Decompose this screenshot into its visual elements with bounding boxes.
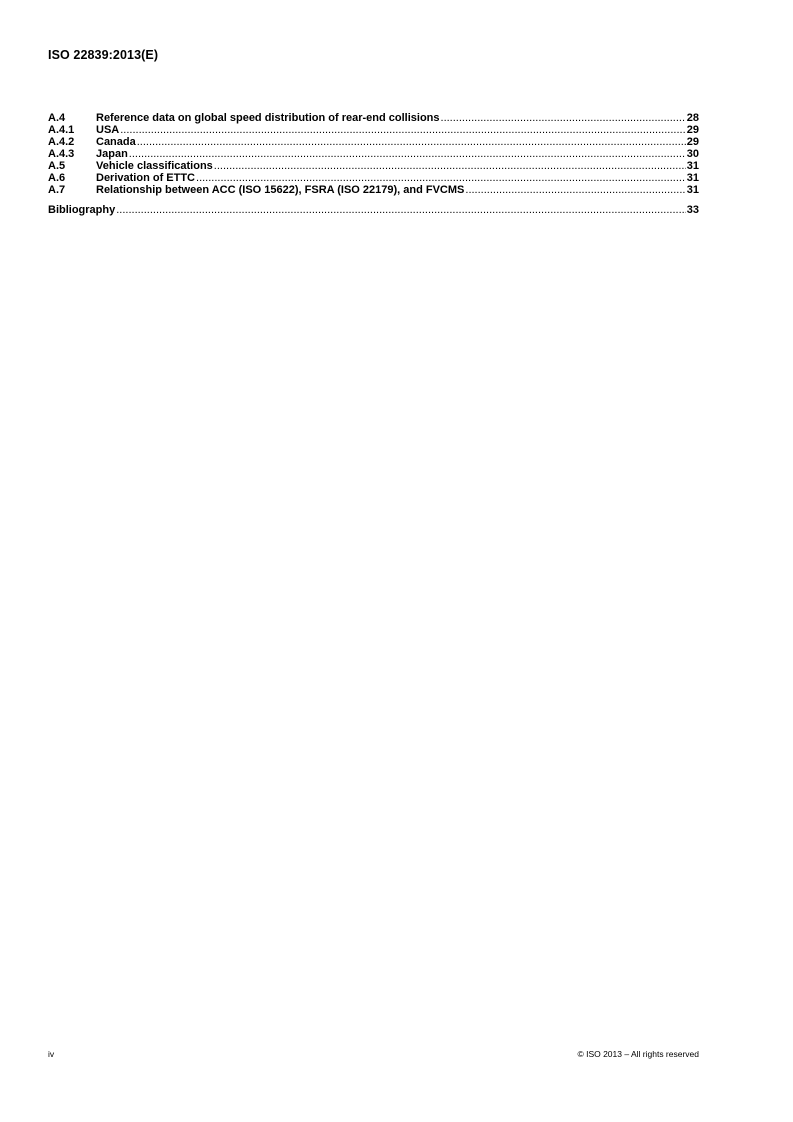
toc-entry-title: Japan [96,148,128,160]
toc-entry-page: 28 [686,112,699,124]
toc-leader-dots [137,136,686,148]
toc-entry-title: Bibliography [48,204,116,216]
toc-entry-title: USA [96,124,120,136]
toc-entry-title: Derivation of ETTC [96,172,196,184]
toc-entry-page: 31 [686,172,699,184]
toc-entry-bibliography[interactable] [48,204,699,216]
toc-leader-dots [196,172,686,184]
toc-entry-page: 31 [686,160,699,172]
toc-leader-dots [214,160,686,172]
toc-entry-number: A.4 [48,112,66,124]
toc-entry-title: Reference data on global speed distribution of rear-end collisions [96,112,440,124]
copyright-notice: © ISO 2013 – All rights reserved [577,1049,699,1059]
toc-entry-number: A.5 [48,160,66,172]
toc-entry-page: 29 [686,124,699,136]
toc-entry-number: A.4.1 [48,124,75,136]
toc-entry-a4-1[interactable] [48,124,699,136]
toc-entry-title: Relationship between ACC (ISO 15622), FSRA (ISO 22179), and FVCMS [96,184,465,196]
toc-entry-page: 30 [686,148,699,160]
toc-leader-dots [120,124,686,136]
toc-leader-dots [116,204,686,216]
toc-entry-a4-2[interactable] [48,136,699,148]
table-of-contents [48,112,699,216]
toc-entry-a4-3[interactable] [48,148,699,160]
toc-entry-number: A.6 [48,172,66,184]
toc-entry-number: A.4.2 [48,136,75,148]
toc-leader-dots [441,112,686,124]
toc-entry-page: 29 [686,136,699,148]
toc-entry-a7[interactable] [48,184,699,196]
toc-entry-a4[interactable] [48,112,699,124]
toc-entry-page: 31 [686,184,699,196]
toc-entry-page: 33 [686,204,699,216]
document-id-header: ISO 22839:2013(E) [48,48,159,62]
toc-entry-number: A.7 [48,184,66,196]
page-number: iv [48,1049,55,1059]
toc-entry-a5[interactable] [48,160,699,172]
toc-entry-a6[interactable] [48,172,699,184]
toc-entry-title: Vehicle classifications [96,160,213,172]
toc-entry-number: A.4.3 [48,148,75,160]
toc-leader-dots [129,148,686,160]
toc-leader-dots [465,184,685,196]
toc-entry-title: Canada [96,136,136,148]
